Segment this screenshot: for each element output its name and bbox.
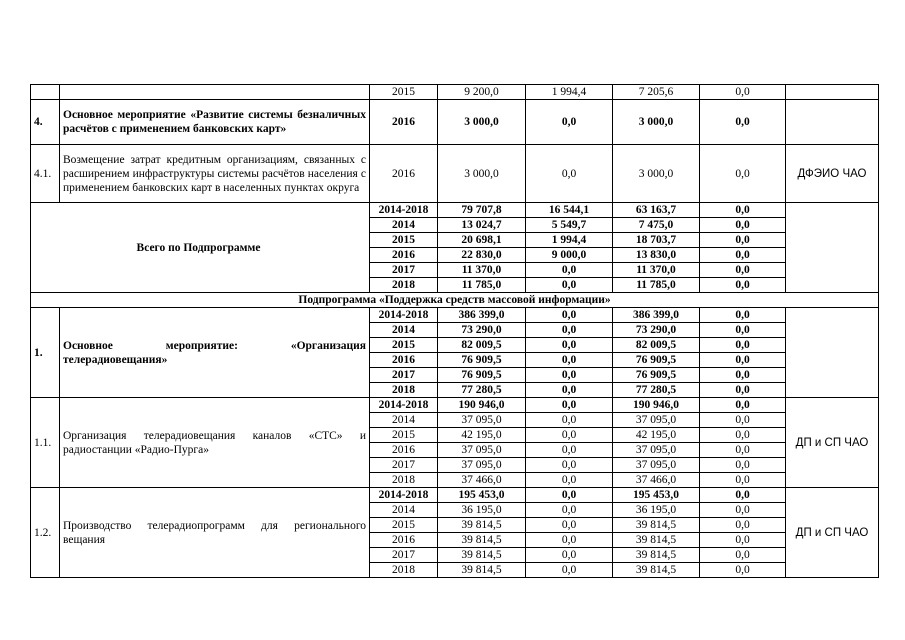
fund-a-cell: 0,0	[526, 443, 613, 458]
row-number: 4.	[31, 100, 60, 145]
year-cell: 2014-2018	[370, 398, 438, 413]
fund-a-cell: 1 994,4	[526, 85, 613, 100]
fund-a-cell: 0,0	[526, 533, 613, 548]
fund-b-cell: 39 814,5	[613, 533, 700, 548]
year-cell: 2015	[370, 338, 438, 353]
total-cell: 36 195,0	[438, 503, 526, 518]
total-cell: 22 830,0	[438, 248, 526, 263]
table-row	[31, 308, 879, 323]
year-cell: 2017	[370, 368, 438, 383]
total-label: Всего по Подпрограмме	[31, 203, 370, 293]
table-row	[31, 293, 879, 308]
fund-c-cell: 0,0	[700, 263, 786, 278]
subprogram-total-block	[31, 203, 879, 293]
table-row	[31, 85, 879, 100]
fund-c-cell: 0,0	[700, 518, 786, 533]
subprogram-heading: Подпрограмма «Поддержка средств массовой информации»	[31, 293, 879, 308]
fund-c-cell: 0,0	[700, 248, 786, 263]
fund-a-cell: 0,0	[526, 428, 613, 443]
fund-a-cell: 0,0	[526, 145, 613, 203]
fund-c-cell: 0,0	[700, 100, 786, 145]
fund-a-cell: 0,0	[526, 100, 613, 145]
fund-a-cell: 0,0	[526, 263, 613, 278]
activity-title: Производство телерадиопрограмм для регионального вещания	[60, 488, 370, 578]
year-cell: 2016	[370, 443, 438, 458]
fund-b-cell: 3 000,0	[613, 100, 700, 145]
total-cell: 73 290,0	[438, 323, 526, 338]
total-cell: 39 814,5	[438, 518, 526, 533]
total-cell: 37 095,0	[438, 443, 526, 458]
fund-a-cell: 0,0	[526, 413, 613, 428]
fund-b-cell: 11 370,0	[613, 263, 700, 278]
fund-c-cell: 0,0	[700, 383, 786, 398]
year-cell: 2014	[370, 218, 438, 233]
fund-c-cell: 0,0	[700, 278, 786, 293]
fund-a-cell: 0,0	[526, 338, 613, 353]
fund-a-cell: 5 549,7	[526, 218, 613, 233]
fund-b-cell: 42 195,0	[613, 428, 700, 443]
fund-a-cell: 0,0	[526, 308, 613, 323]
fund-c-cell: 0,0	[700, 503, 786, 518]
fund-a-cell: 0,0	[526, 458, 613, 473]
row-number: 4.1.	[31, 145, 60, 203]
fund-b-cell: 76 909,5	[613, 353, 700, 368]
year-cell: 2018	[370, 563, 438, 578]
responsible-cell	[786, 203, 879, 293]
activity-title: Основное мероприятие: «Организация телерадиовещания»	[60, 308, 370, 398]
fund-b-cell: 13 830,0	[613, 248, 700, 263]
year-cell: 2017	[370, 458, 438, 473]
fund-c-cell: 0,0	[700, 563, 786, 578]
total-cell: 13 024,7	[438, 218, 526, 233]
year-cell: 2018	[370, 383, 438, 398]
fund-a-cell: 0,0	[526, 368, 613, 383]
year-cell: 2016	[370, 353, 438, 368]
fund-c-cell: 0,0	[700, 308, 786, 323]
total-cell: 37 466,0	[438, 473, 526, 488]
total-cell: 386 399,0	[438, 308, 526, 323]
activity-title: Организация телерадиовещания каналов «СТС» и радиостанции «Радио-Пурга»	[60, 398, 370, 488]
year-cell: 2014-2018	[370, 203, 438, 218]
responsible-cell: ДП и СП ЧАО	[786, 488, 879, 578]
fund-b-cell: 76 909,5	[613, 368, 700, 383]
year-cell: 2016	[370, 533, 438, 548]
fund-b-cell: 195 453,0	[613, 488, 700, 503]
year-cell: 2017	[370, 263, 438, 278]
budget-table	[30, 84, 879, 578]
activity-block	[31, 308, 879, 398]
fund-a-cell: 0,0	[526, 473, 613, 488]
table-row	[31, 145, 879, 203]
table-row	[31, 203, 879, 218]
total-cell: 42 195,0	[438, 428, 526, 443]
fund-b-cell: 39 814,5	[613, 548, 700, 563]
fund-c-cell: 0,0	[700, 218, 786, 233]
total-cell: 3 000,0	[438, 100, 526, 145]
activity-block	[31, 398, 879, 488]
year-cell: 2014	[370, 503, 438, 518]
year-cell: 2015	[370, 233, 438, 248]
fund-a-cell: 0,0	[526, 353, 613, 368]
fund-a-cell: 9 000,0	[526, 248, 613, 263]
fund-c-cell: 0,0	[700, 458, 786, 473]
fund-c-cell: 0,0	[700, 145, 786, 203]
fund-a-cell: 0,0	[526, 548, 613, 563]
total-cell: 79 707,8	[438, 203, 526, 218]
table-row	[31, 488, 879, 503]
fund-a-cell: 1 994,4	[526, 233, 613, 248]
fund-b-cell: 82 009,5	[613, 338, 700, 353]
fund-c-cell: 0,0	[700, 353, 786, 368]
fund-a-cell: 0,0	[526, 323, 613, 338]
fund-a-cell: 0,0	[526, 563, 613, 578]
fund-b-cell: 73 290,0	[613, 323, 700, 338]
fund-b-cell: 3 000,0	[613, 145, 700, 203]
year-cell: 2014-2018	[370, 488, 438, 503]
total-cell: 39 814,5	[438, 563, 526, 578]
total-cell: 3 000,0	[438, 145, 526, 203]
row-number: 1.1.	[31, 398, 60, 488]
total-cell: 82 009,5	[438, 338, 526, 353]
total-cell: 11 785,0	[438, 278, 526, 293]
fund-c-cell: 0,0	[700, 85, 786, 100]
year-cell: 2015	[370, 428, 438, 443]
fund-a-cell: 16 544,1	[526, 203, 613, 218]
table-row	[31, 398, 879, 413]
fund-c-cell: 0,0	[700, 548, 786, 563]
year-cell: 2014-2018	[370, 308, 438, 323]
fund-c-cell: 0,0	[700, 233, 786, 248]
fund-a-cell: 0,0	[526, 278, 613, 293]
fund-a-cell: 0,0	[526, 488, 613, 503]
year-cell: 2016	[370, 145, 438, 203]
fund-c-cell: 0,0	[700, 368, 786, 383]
fund-b-cell: 63 163,7	[613, 203, 700, 218]
responsible-cell	[786, 308, 879, 398]
fund-b-cell: 37 095,0	[613, 413, 700, 428]
year-cell: 2015	[370, 518, 438, 533]
total-cell: 190 946,0	[438, 398, 526, 413]
total-cell: 195 453,0	[438, 488, 526, 503]
fund-c-cell: 0,0	[700, 443, 786, 458]
year-cell: 2016	[370, 248, 438, 263]
fund-b-cell: 11 785,0	[613, 278, 700, 293]
fund-b-cell: 190 946,0	[613, 398, 700, 413]
fund-b-cell: 37 466,0	[613, 473, 700, 488]
total-cell: 39 814,5	[438, 533, 526, 548]
responsible-cell: ДФЭИО ЧАО	[786, 145, 879, 203]
total-cell: 11 370,0	[438, 263, 526, 278]
table-row	[31, 100, 879, 145]
total-cell: 20 698,1	[438, 233, 526, 248]
total-cell: 9 200,0	[438, 85, 526, 100]
row-number: 1.2.	[31, 488, 60, 578]
year-cell: 2018	[370, 473, 438, 488]
fund-c-cell: 0,0	[700, 323, 786, 338]
fund-b-cell: 77 280,5	[613, 383, 700, 398]
total-cell: 76 909,5	[438, 368, 526, 383]
activity-block	[31, 488, 879, 578]
fund-b-cell: 7 205,6	[613, 85, 700, 100]
year-cell: 2016	[370, 100, 438, 145]
fund-b-cell: 386 399,0	[613, 308, 700, 323]
fund-b-cell: 36 195,0	[613, 503, 700, 518]
fund-b-cell: 18 703,7	[613, 233, 700, 248]
responsible-cell: ДП и СП ЧАО	[786, 398, 879, 488]
fund-c-cell: 0,0	[700, 413, 786, 428]
total-cell: 77 280,5	[438, 383, 526, 398]
fund-b-cell: 7 475,0	[613, 218, 700, 233]
fund-a-cell: 0,0	[526, 383, 613, 398]
fund-c-cell: 0,0	[700, 533, 786, 548]
fund-b-cell: 37 095,0	[613, 458, 700, 473]
total-cell: 37 095,0	[438, 458, 526, 473]
fund-a-cell: 0,0	[526, 503, 613, 518]
fund-b-cell: 37 095,0	[613, 443, 700, 458]
fund-c-cell: 0,0	[700, 428, 786, 443]
row-number: 1.	[31, 308, 60, 398]
year-cell: 2017	[370, 548, 438, 563]
total-cell: 39 814,5	[438, 548, 526, 563]
year-cell: 2014	[370, 413, 438, 428]
year-cell: 2014	[370, 323, 438, 338]
fund-c-cell: 0,0	[700, 488, 786, 503]
total-cell: 76 909,5	[438, 353, 526, 368]
year-cell: 2015	[370, 85, 438, 100]
fund-c-cell: 0,0	[700, 398, 786, 413]
year-cell: 2018	[370, 278, 438, 293]
fund-c-cell: 0,0	[700, 203, 786, 218]
fund-c-cell: 0,0	[700, 473, 786, 488]
fund-a-cell: 0,0	[526, 518, 613, 533]
fund-b-cell: 39 814,5	[613, 563, 700, 578]
activity-title: Основное мероприятие «Развитие системы безналичных расчётов с применением банковских карт»	[60, 100, 370, 145]
fund-b-cell: 39 814,5	[613, 518, 700, 533]
fund-c-cell: 0,0	[700, 338, 786, 353]
activity-title: Возмещение затрат кредитным организациям, связанных с расширением инфраструктуры системы расчётов населения с применением банковских карт в населенных пунктах округа	[60, 145, 370, 203]
fund-a-cell: 0,0	[526, 398, 613, 413]
total-cell: 37 095,0	[438, 413, 526, 428]
